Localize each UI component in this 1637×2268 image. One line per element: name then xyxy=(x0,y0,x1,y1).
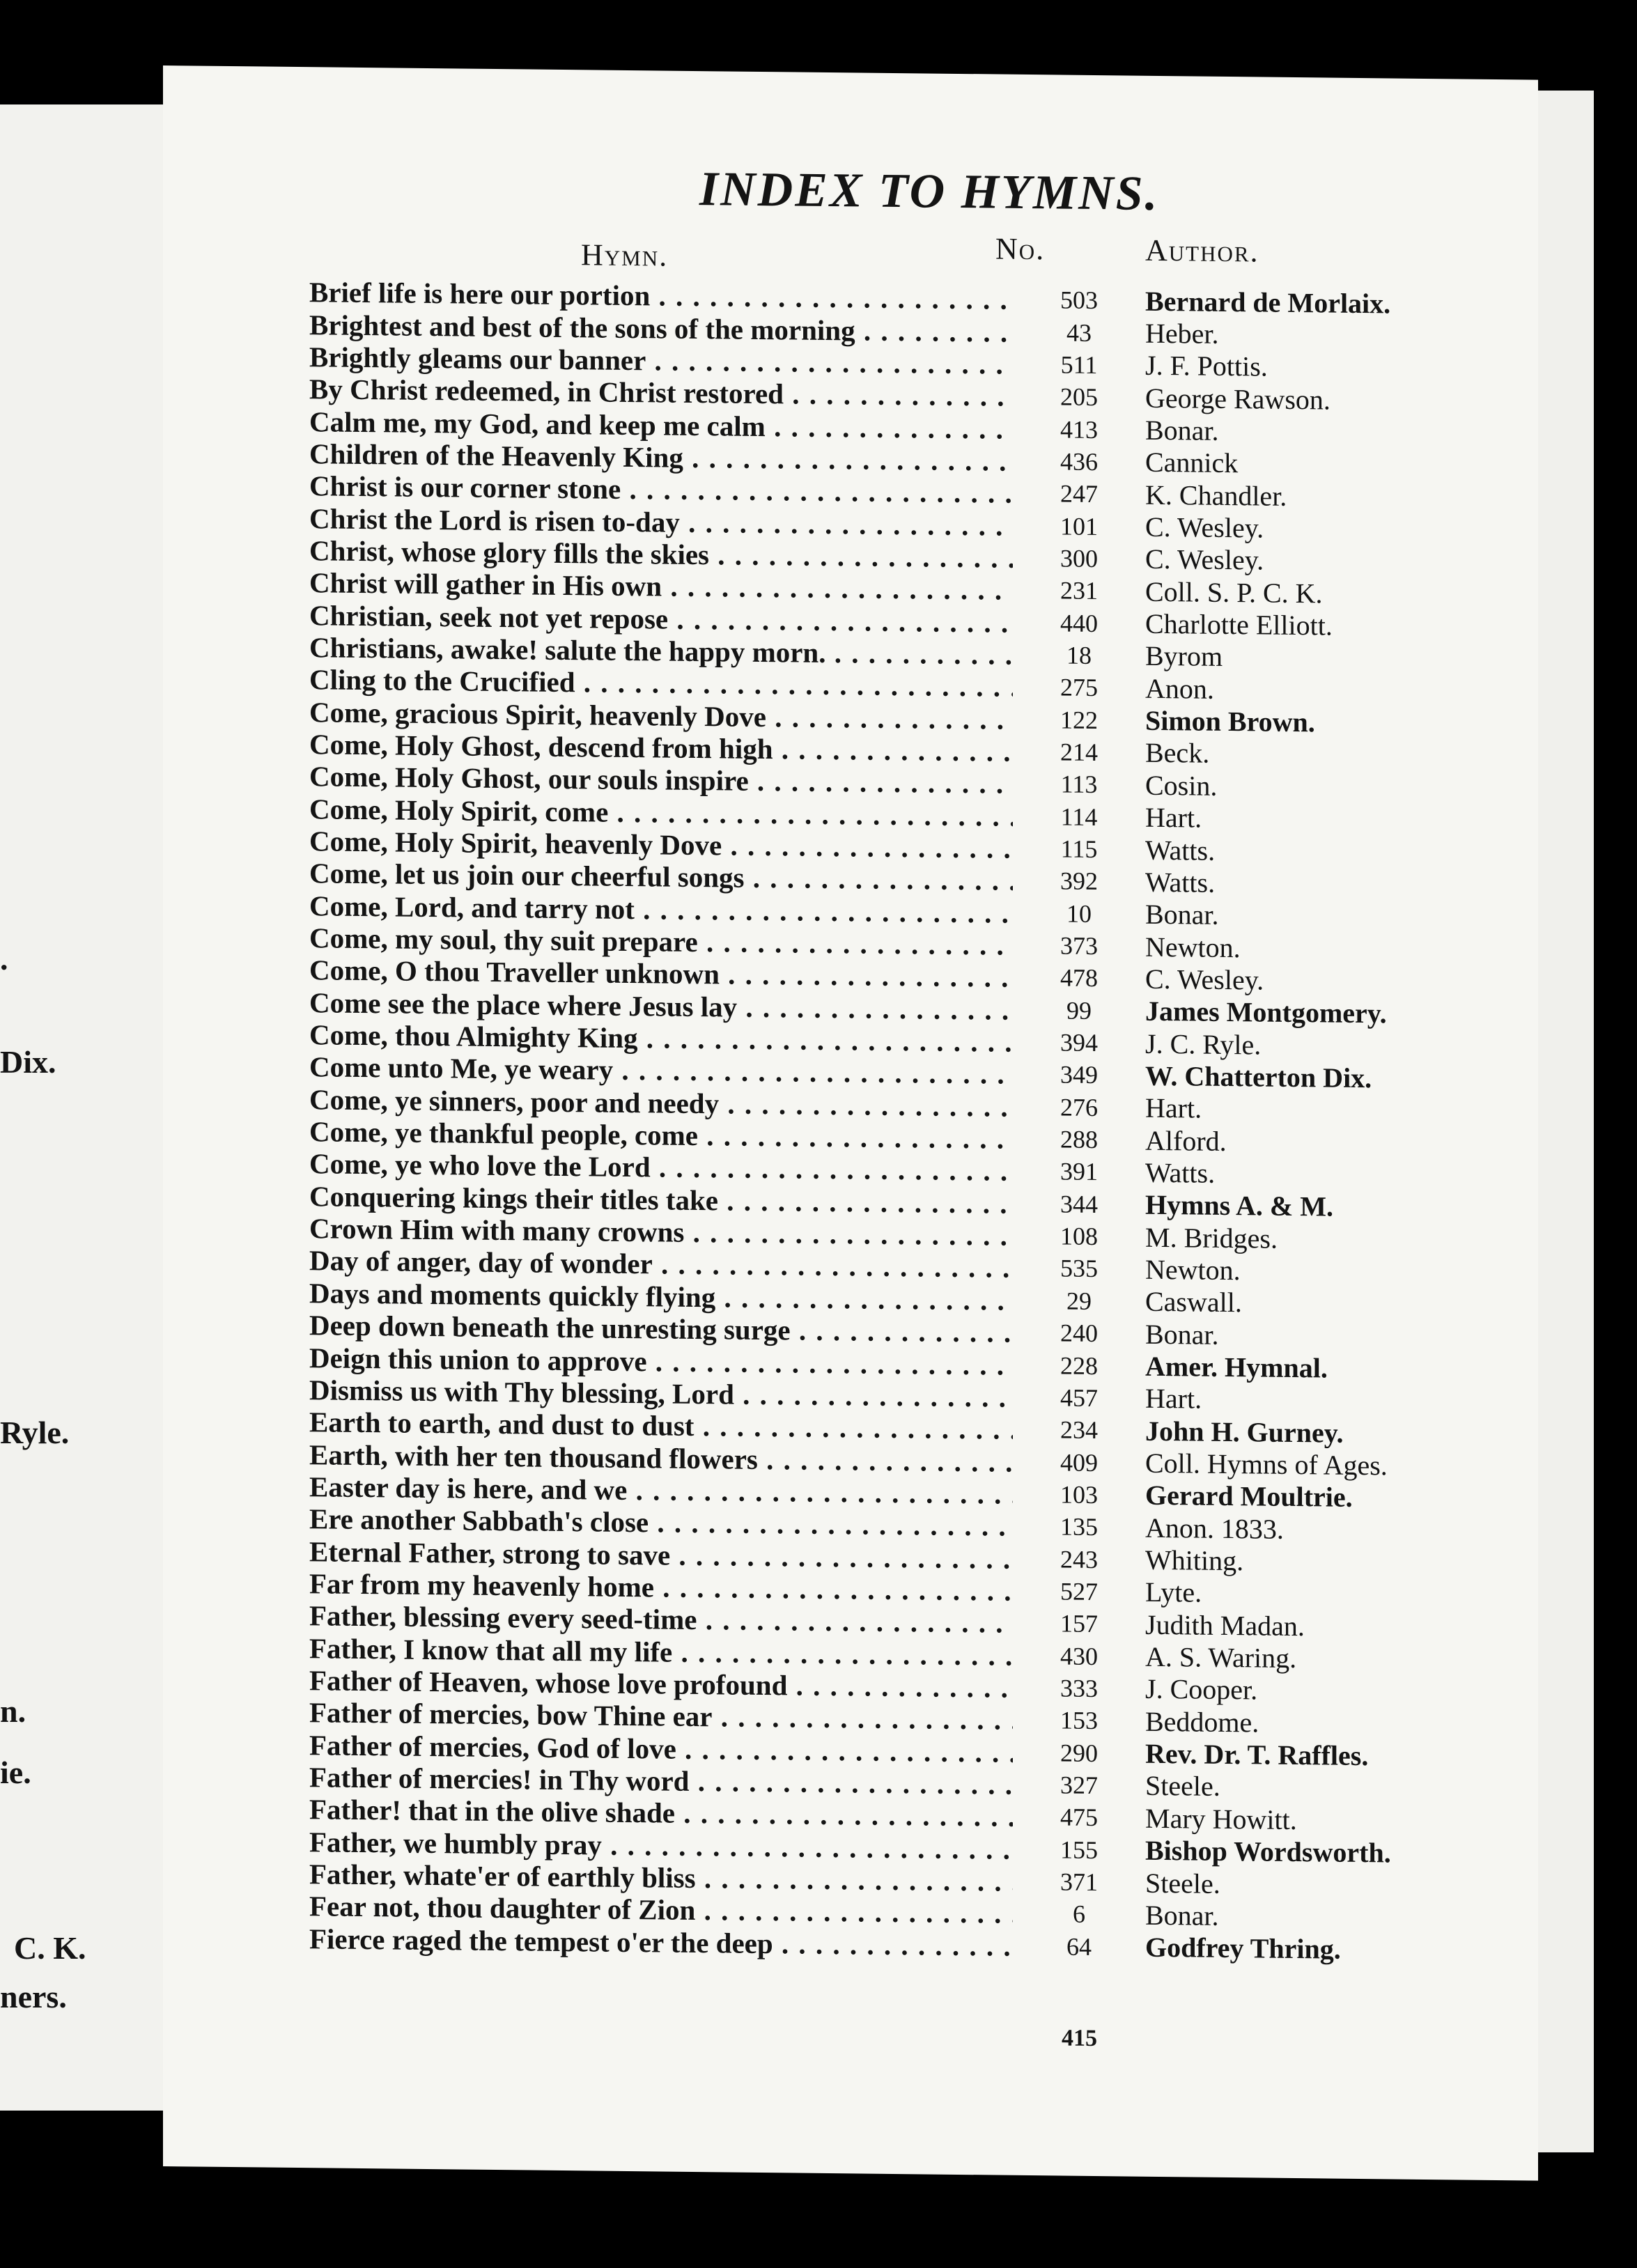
hymn-author: Hart. xyxy=(1145,1092,1202,1124)
left-fragment: . xyxy=(0,941,8,977)
hymn-author: J. C. Ryle. xyxy=(1145,1027,1262,1061)
hymn-number: 276 xyxy=(1060,1093,1098,1121)
hymn-number: 371 xyxy=(1060,1867,1098,1897)
hymn-first-line: Ere another Sabbath's close . . . xyxy=(309,1502,1013,1543)
hymn-author: Bonar. xyxy=(1145,414,1219,446)
hymn-author: Amer. Hymnal. xyxy=(1145,1350,1328,1384)
hymn-first-line: Easter day is here, and we . . . xyxy=(309,1470,1013,1511)
hymn-first-line: Come, Holy Spirit, come . . . xyxy=(309,792,1013,833)
hymn-number: 234 xyxy=(1060,1415,1098,1445)
hymn-number: 275 xyxy=(1060,673,1098,702)
hymn-author: Godfrey Thring. xyxy=(1145,1931,1341,1965)
hymn-author: Cannick xyxy=(1145,446,1239,479)
index-page xyxy=(163,65,1538,2181)
hymn-number: 101 xyxy=(1060,512,1098,541)
hymn-number: 535 xyxy=(1060,1254,1098,1283)
column-header-number: No. xyxy=(995,231,1046,267)
hymn-first-line: Day of anger, day of wonder . . . xyxy=(309,1244,1013,1285)
hymn-first-line: Come, thou Almighty King . . . xyxy=(309,1018,1013,1059)
left-fragment: Dix. xyxy=(0,1044,56,1080)
hymn-first-line: Come, ye sinners, poor and needy . . . xyxy=(309,1082,1013,1124)
hymn-first-line: Dismiss us with Thy blessing, Lord . . . xyxy=(309,1373,1013,1414)
hymn-number: 115 xyxy=(1060,834,1098,864)
hymn-number: 288 xyxy=(1060,1125,1098,1154)
hymn-author: Rev. Dr. T. Raffles. xyxy=(1145,1737,1369,1772)
hymn-author: Hymns A. & M. xyxy=(1145,1189,1333,1222)
hymn-number: 503 xyxy=(1060,286,1098,315)
hymn-number: 475 xyxy=(1060,1803,1098,1832)
hymn-number: 29 xyxy=(1066,1287,1092,1315)
hymn-author: Mary Howitt. xyxy=(1145,1802,1297,1835)
hymn-number: 392 xyxy=(1060,867,1098,896)
hymn-author: K. Chandler. xyxy=(1145,479,1287,512)
hymn-first-line: Crown Him with many crowns . . . xyxy=(309,1211,1013,1252)
hymn-author: Cosin. xyxy=(1145,769,1218,802)
hymn-first-line: Cling to the Crucified . . . xyxy=(309,662,1013,704)
hymn-number: 18 xyxy=(1066,641,1092,669)
hymn-author: Simon Brown. xyxy=(1145,704,1315,738)
hymn-author: Watts. xyxy=(1145,1156,1216,1189)
hymn-first-line: Christ, whose glory fills the skies . . . xyxy=(309,534,1013,575)
hymn-first-line: Come, Holy Ghost, our souls inspire . . . xyxy=(309,760,1013,801)
hymn-first-line: Come, gracious Spirit, heavenly Dove . . . xyxy=(309,695,1013,736)
hymn-number: 135 xyxy=(1060,1512,1098,1541)
hymn-author: Watts. xyxy=(1145,866,1216,899)
hymn-author: Bishop Wordsworth. xyxy=(1145,1834,1391,1869)
hymn-author: Alford. xyxy=(1145,1124,1227,1157)
hymn-first-line: Christ will gather in His own . . . xyxy=(309,566,1013,607)
hymn-first-line: Brightest and best of the sons of the morning . . . xyxy=(309,308,1013,349)
left-fragment: n. xyxy=(0,1693,26,1729)
left-fragment: Ryle. xyxy=(0,1415,70,1450)
hymn-author: W. Chatterton Dix. xyxy=(1145,1059,1372,1094)
hymn-author: Bonar. xyxy=(1145,1899,1219,1932)
hymn-author: George Rawson. xyxy=(1145,382,1330,416)
hymn-first-line: Come, Holy Spirit, heavenly Dove . . . xyxy=(309,824,1013,865)
hymn-number: 247 xyxy=(1060,479,1098,508)
hymn-number: 344 xyxy=(1060,1190,1098,1218)
hymn-author: M. Bridges. xyxy=(1145,1221,1278,1255)
hymn-number: 527 xyxy=(1060,1577,1098,1606)
hymn-first-line: Come see the place where Jesus lay . . . xyxy=(309,986,1013,1027)
hymn-first-line: Brief life is here our portion . . . xyxy=(309,275,1013,316)
hymn-number: 155 xyxy=(1060,1835,1098,1864)
hymn-author: Byrom xyxy=(1145,640,1223,673)
hymn-author: C. Wesley. xyxy=(1145,511,1264,544)
hymn-number: 64 xyxy=(1066,1932,1092,1961)
hymn-first-line: Father, we humbly pray . . . xyxy=(309,1825,1013,1866)
hymn-first-line: Children of the Heavenly King . . . xyxy=(309,437,1013,478)
hymn-first-line: Days and moments quickly flying . . . xyxy=(309,1276,1013,1317)
hymn-author: Watts. xyxy=(1145,834,1216,867)
hymn-author: Bernard de Morlaix. xyxy=(1145,285,1391,320)
page-title: INDEX TO HYMNS. xyxy=(699,162,1160,221)
hymn-author: Coll. Hymns of Ages. xyxy=(1145,1447,1388,1482)
column-header-hymn: Hymn. xyxy=(581,238,669,273)
hymn-number: 205 xyxy=(1060,382,1098,412)
hymn-first-line: Christian, seek not yet repose . . . xyxy=(309,598,1013,639)
hymn-number: 300 xyxy=(1060,544,1098,573)
hymn-number: 231 xyxy=(1060,576,1098,605)
hymn-number: 391 xyxy=(1060,1157,1098,1186)
hymn-author: C. Wesley. xyxy=(1145,543,1264,576)
hymn-number: 413 xyxy=(1060,415,1098,444)
hymn-number: 43 xyxy=(1066,318,1092,347)
left-fragment: C. K. xyxy=(14,1930,86,1966)
hymn-author: John H. Gurney. xyxy=(1145,1415,1344,1449)
left-fragment: ners. xyxy=(0,1979,67,2014)
hymn-author: C. Wesley. xyxy=(1145,963,1264,996)
hymn-author: Caswall. xyxy=(1145,1286,1242,1319)
hymn-author: James Montgomery. xyxy=(1145,995,1387,1030)
hymn-author: Steele. xyxy=(1145,1867,1220,1900)
hymn-author: Newton. xyxy=(1145,931,1241,963)
hymn-author: Beck. xyxy=(1145,737,1210,770)
hymn-number: 349 xyxy=(1060,1060,1098,1089)
hymn-first-line: Deep down beneath the unresting surge . . . xyxy=(309,1308,1013,1349)
hymn-number: 240 xyxy=(1060,1319,1098,1348)
hymn-first-line: By Christ redeemed, in Christ restored . . . xyxy=(309,372,1013,413)
hymn-first-line: Come, ye thankful people, come . . . xyxy=(309,1114,1013,1156)
hymn-number: 114 xyxy=(1060,802,1098,831)
hymn-number: 214 xyxy=(1060,738,1098,767)
hymn-first-line: Fear not, thou daughter of Zion . . . xyxy=(309,1890,1013,1931)
hymn-author: Gerard Moultrie. xyxy=(1145,1479,1353,1514)
hymn-number: 103 xyxy=(1060,1480,1098,1509)
hymn-number: 122 xyxy=(1060,706,1098,734)
hymn-first-line: Father of Heaven, whose love profound . . . xyxy=(309,1663,1013,1704)
hymn-index-list xyxy=(309,276,1528,1967)
hymn-first-line: Brightly gleams our banner . . . xyxy=(309,340,1013,381)
hymn-first-line: Fierce raged the tempest o'er the deep . . . xyxy=(309,1922,1013,1963)
hymn-first-line: Far from my heavenly home . . . xyxy=(309,1567,1013,1608)
hymn-number: 409 xyxy=(1060,1448,1098,1477)
hymn-author: A. S. Waring. xyxy=(1145,1640,1297,1675)
hymn-first-line: Christians, awake! salute the happy morn. . . . xyxy=(309,630,1013,671)
hymn-author: Steele. xyxy=(1145,1770,1220,1803)
hymn-first-line: Eternal Father, strong to save . . . xyxy=(309,1535,1013,1576)
hymn-first-line: Come, ye who love the Lord . . . xyxy=(309,1147,1013,1188)
hymn-number: 113 xyxy=(1060,770,1098,799)
hymn-number: 290 xyxy=(1060,1739,1098,1767)
hymn-first-line: Earth, with her ten thousand flowers . . . xyxy=(309,1438,1013,1479)
hymn-author: J. Cooper. xyxy=(1145,1673,1258,1706)
hymn-number: 430 xyxy=(1060,1642,1098,1670)
hymn-author: Bonar. xyxy=(1145,1318,1219,1351)
hymn-author: Hart. xyxy=(1145,1383,1202,1415)
hymn-first-line: Christ is our corner stone . . . xyxy=(309,469,1013,510)
hymn-number: 327 xyxy=(1060,1771,1098,1800)
hymn-first-line: Father, whate'er of earthly bliss . . . xyxy=(309,1857,1013,1898)
hymn-author: J. F. Pottis. xyxy=(1145,350,1268,382)
hymn-number: 228 xyxy=(1060,1351,1098,1380)
hymn-author: Anon. 1833. xyxy=(1145,1512,1284,1545)
hymn-number: 457 xyxy=(1060,1383,1098,1412)
hymn-first-line: Come, let us join our cheerful songs . . . xyxy=(309,857,1013,898)
hymn-number: 10 xyxy=(1066,899,1092,928)
hymn-first-line: Calm me, my God, and keep me calm . . . xyxy=(309,405,1013,446)
hymn-author: Anon. xyxy=(1145,672,1214,705)
hymn-first-line: Come, Holy Ghost, descend from high . . . xyxy=(309,727,1013,768)
hymn-number: 394 xyxy=(1060,1028,1098,1057)
hymn-first-line: Come, Lord, and tarry not . . . xyxy=(309,889,1013,930)
hymn-first-line: Father, blessing every seed-time . . . xyxy=(309,1599,1013,1640)
hymn-first-line: Deign this union to approve . . . xyxy=(309,1341,1013,1382)
hymn-author: Newton. xyxy=(1145,1253,1241,1287)
hymn-number: 436 xyxy=(1060,447,1098,476)
hymn-number: 99 xyxy=(1066,996,1092,1025)
hymn-number: 153 xyxy=(1060,1706,1098,1735)
hymn-number: 440 xyxy=(1060,609,1098,637)
hymn-author: Heber. xyxy=(1145,317,1219,350)
hymn-first-line: Come unto Me, ye weary . . . xyxy=(309,1050,1013,1092)
hymn-author: Judith Madan. xyxy=(1145,1608,1305,1642)
hymn-number: 6 xyxy=(1073,1900,1085,1929)
hymn-author: Charlotte Elliott. xyxy=(1145,607,1333,642)
page-number: 415 xyxy=(1062,2025,1097,2052)
hymn-first-line: Father, I know that all my life . . . xyxy=(309,1631,1013,1672)
hymn-author: Lyte. xyxy=(1145,1576,1202,1609)
hymn-first-line: Father of mercies, God of love . . . xyxy=(309,1728,1013,1769)
hymn-number: 108 xyxy=(1060,1222,1098,1251)
hymn-first-line: Father of mercies! in Thy word . . . xyxy=(309,1760,1013,1801)
hymn-first-line: Come, my soul, thy suit prepare . . . xyxy=(309,921,1013,962)
left-fragment: ie. xyxy=(0,1755,31,1790)
hymn-first-line: Father of mercies, bow Thine ear . . . xyxy=(309,1695,1013,1737)
hymn-number: 243 xyxy=(1060,1545,1098,1574)
hymn-author: Beddome. xyxy=(1145,1705,1259,1739)
hymn-number: 373 xyxy=(1060,931,1098,961)
hymn-number: 157 xyxy=(1060,1609,1098,1638)
hymn-author: Coll. S. P. C. K. xyxy=(1145,575,1323,609)
hymn-first-line: Earth to earth, and dust to dust . . . xyxy=(309,1405,1013,1446)
hymn-first-line: Christ the Lord is risen to-day . . . xyxy=(309,502,1013,543)
hymn-number: 478 xyxy=(1060,963,1098,993)
hymn-author: Bonar. xyxy=(1145,898,1219,931)
hymn-number: 511 xyxy=(1060,350,1098,379)
hymn-number: 333 xyxy=(1060,1674,1098,1703)
hymn-author: Hart. xyxy=(1145,801,1202,834)
hymn-first-line: Come, O thou Traveller unknown . . . xyxy=(309,954,1013,995)
hymn-first-line: Father! that in the olive shade . . . xyxy=(309,1793,1013,1834)
column-header-author: Author. xyxy=(1145,233,1259,269)
hymn-author: Whiting. xyxy=(1145,1544,1244,1577)
hymn-first-line: Conquering kings their titles take . . . xyxy=(309,1179,1013,1220)
